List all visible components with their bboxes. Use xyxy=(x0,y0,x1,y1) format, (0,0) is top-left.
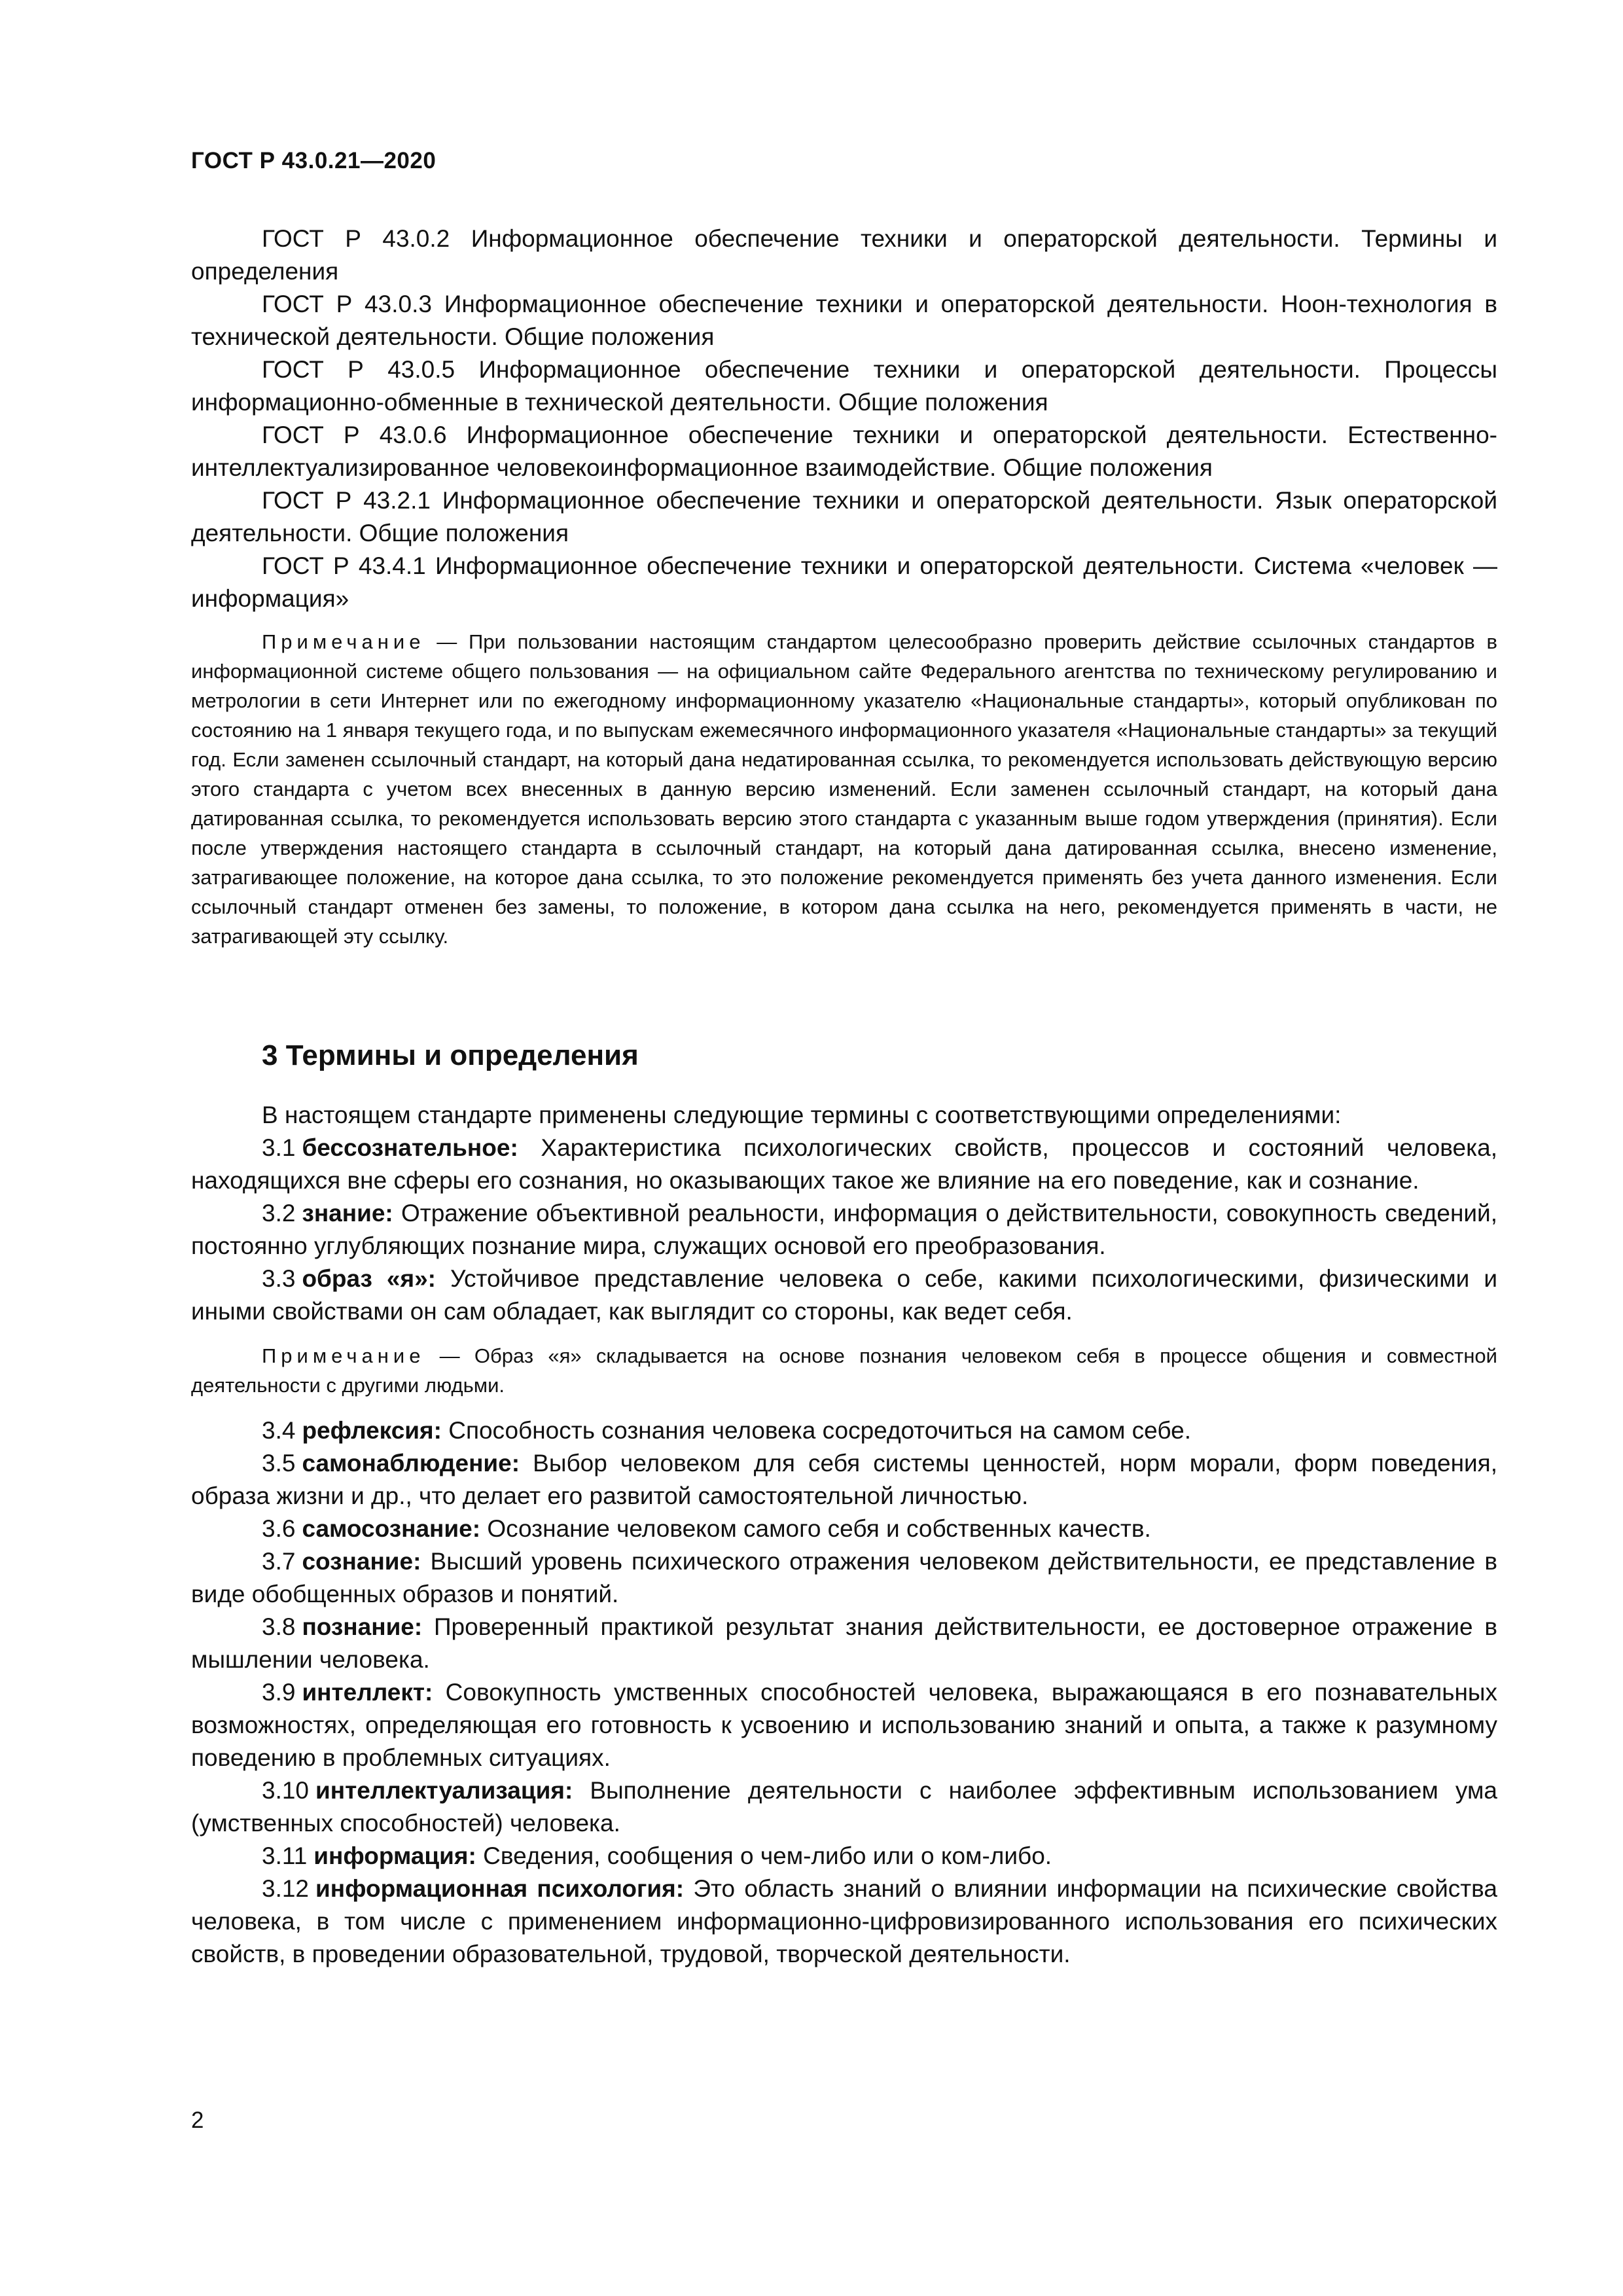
term-entry xyxy=(191,1513,1497,1545)
term-name: информационная психология: xyxy=(315,1875,685,1902)
term-name: рефлексия: xyxy=(302,1417,442,1444)
term-name: информация: xyxy=(313,1842,476,1869)
term-name: интеллектуализация: xyxy=(315,1777,573,1804)
term-name: интеллект: xyxy=(302,1679,433,1706)
reference-item xyxy=(191,288,1497,353)
term-number: 3.5 xyxy=(262,1450,296,1477)
term-entry xyxy=(191,1545,1497,1611)
page-number: 2 xyxy=(191,2108,204,2133)
term-note xyxy=(191,1341,1497,1400)
term-number: 3.11 xyxy=(262,1842,308,1869)
term-number: 3.6 xyxy=(262,1515,296,1542)
reference-code: ГОСТ Р 43.0.6 xyxy=(262,422,447,448)
reference-title: Информационное обеспечение техники и операторской деятельности. Язык операторской деятельности. Общие положения xyxy=(191,487,1497,547)
reference-item xyxy=(191,550,1497,615)
term-definition: Отражение объективной реальности, информация о действительности, совокупность сведений, постоянно углубляющих познание мира, служащих основой его преобразования. xyxy=(191,1200,1497,1259)
reference-item xyxy=(191,484,1497,550)
term-number: 3.8 xyxy=(262,1613,296,1640)
reference-code: ГОСТ Р 43.0.2 xyxy=(262,225,450,252)
reference-title: Информационное обеспечение техники и операторской деятельности. Термины и определения xyxy=(191,225,1497,285)
reference-code: ГОСТ Р 43.0.3 xyxy=(262,291,432,317)
note-prefix: Примечание xyxy=(262,630,425,653)
term-name: самонаблюдение: xyxy=(302,1450,520,1477)
term-entry xyxy=(191,1774,1497,1840)
term-entry xyxy=(191,1611,1497,1676)
term-definition: Проверенный практикой результат знания действительности, ее достоверное отражение в мышлении человека. xyxy=(191,1613,1497,1673)
term-definition: Осознание человеком самого себя и собственных качеств. xyxy=(480,1515,1151,1542)
term-name: познание: xyxy=(302,1613,423,1640)
term-definition: Выполнение деятельности с наиболее эффективным использованием ума (умственных способностей) человека. xyxy=(191,1777,1497,1837)
term-number: 3.12 xyxy=(262,1875,310,1902)
reference-title: Информационное обеспечение техники и операторской деятельности. Ноон-технология в технической деятельности. Общие положения xyxy=(191,291,1497,350)
note-text: — Образ «я» складывается на основе познания человеком себя в процессе общения и совместной деятельности с другими людьми. xyxy=(191,1344,1497,1397)
term-entry xyxy=(191,1197,1497,1263)
references-note xyxy=(191,627,1497,951)
term-number: 3.3 xyxy=(262,1265,296,1292)
term-definition: Высший уровень психического отражения человеком действительности, ее представление в виде обобщенных образов и понятий. xyxy=(191,1548,1497,1607)
term-name: сознание: xyxy=(302,1548,421,1575)
term-name: знание: xyxy=(302,1200,393,1227)
term-entry xyxy=(191,1263,1497,1328)
section-terms-definitions xyxy=(191,1036,1497,1971)
term-name: бессознательное: xyxy=(302,1134,518,1161)
term-entry xyxy=(191,1840,1497,1873)
term-entry xyxy=(191,1414,1497,1447)
section-intro: В настоящем стандарте применены следующие термины с соответствующими определениями: xyxy=(262,1102,1342,1128)
term-definition: Это область знаний о влиянии информации на психические свойства человека, в том числе с применением информационно-цифровизированного использования его психических свойств, в проведении образовательной, трудовой, творческой деятельности. xyxy=(191,1875,1497,1967)
note-prefix: Примечание xyxy=(262,1344,425,1367)
reference-code: ГОСТ Р 43.2.1 xyxy=(262,487,431,514)
reference-title: Информационное обеспечение техники и операторской деятельности. Процессы информационно-обменные в технической деятельности. Общие положения xyxy=(191,356,1497,416)
reference-item xyxy=(191,353,1497,419)
term-number: 3.7 xyxy=(262,1548,296,1575)
reference-title: Информационное обеспечение техники и операторской деятельности. Естественно-интеллектуализированное человекоинформационное взаимодействие. Общие положения xyxy=(191,422,1497,481)
term-definition: Выбор человеком для себя системы ценностей, норм морали, форм поведения, образа жизни и др., что делает его развитой самостоятельной личностью. xyxy=(191,1450,1497,1509)
normative-references xyxy=(191,223,1497,951)
term-definition: Совокупность умственных способностей человека, выражающаяся в его познавательных возможностях, определяющая его готовность к усвоению и использованию знаний и опыта, а также к разумному поведению в проблемных ситуациях. xyxy=(191,1679,1497,1771)
reference-title: Информационное обеспечение техники и операторской деятельности. Система «человек — информация» xyxy=(191,552,1497,612)
term-name: образ «я»: xyxy=(302,1265,436,1292)
term-entry xyxy=(191,1447,1497,1513)
section-title: 3 Термины и определения xyxy=(262,1039,639,1071)
term-entry xyxy=(191,1676,1497,1774)
term-name: самосознание: xyxy=(302,1515,481,1542)
term-number: 3.1 xyxy=(262,1134,296,1161)
term-number: 3.9 xyxy=(262,1679,296,1706)
document-header-id: ГОСТ Р 43.0.21—2020 xyxy=(191,148,437,173)
note-text: — При пользовании настоящим стандартом целесообразно проверить действие ссылочных стандартов в информационной системе общего пользования — на официальном сайте Федерального агентства по техническому регулированию и метрологии в сети Интернет или по ежегодному информационному указателю «Национальные стандарты», который опубликован по состоянию на 1 января текущего года, и по выпускам ежемесячного информационного указателя «Национальные стандарты» за текущий год. Если заменен ссылочный стандарт, на который дана недатированная ссылка, то рекомендуется использовать действующую версию этого стандарта с учетом всех внесенных в данную версию изменений. Если заменен ссылочный стандарт, на который дана датированная ссылка, то рекомендуется использовать версию этого стандарта с указанным выше годом утверждения (принятия). Если после утверждения настоящего стандарта в ссылочный стандарт, на который дана датированная ссылка, внесено изменение, затрагивающее положение, на которое дана ссылка, то это положение рекомендуется применять без учета данного изменения. Если ссылочный стандарт отменен без замены, то положение, в котором дана ссылка на него, рекомендуется применять в части, не затрагивающей эту ссылку. xyxy=(191,630,1497,948)
term-definition: Устойчивое представление человека о себе, какими психологическими, физическими и иными свойствами он сам обладает, как выглядит со стороны, как ведет себя. xyxy=(191,1265,1497,1325)
term-definition: Характеристика психологических свойств, процессов и состояний человека, находящихся вне сферы его сознания, но оказывающих такое же влияние на его поведение, как и сознание. xyxy=(191,1134,1497,1194)
term-definition: Сведения, сообщения о чем-либо или о ком-либо. xyxy=(476,1842,1052,1869)
reference-item xyxy=(191,223,1497,288)
term-number: 3.10 xyxy=(262,1777,310,1804)
reference-code: ГОСТ Р 43.4.1 xyxy=(262,552,426,579)
reference-item xyxy=(191,419,1497,484)
term-number: 3.2 xyxy=(262,1200,296,1227)
term-entry xyxy=(191,1873,1497,1971)
term-definition: Способность сознания человека сосредоточиться на самом себе. xyxy=(441,1417,1191,1444)
term-number: 3.4 xyxy=(262,1417,296,1444)
reference-code: ГОСТ Р 43.0.5 xyxy=(262,356,455,383)
term-entry xyxy=(191,1132,1497,1197)
